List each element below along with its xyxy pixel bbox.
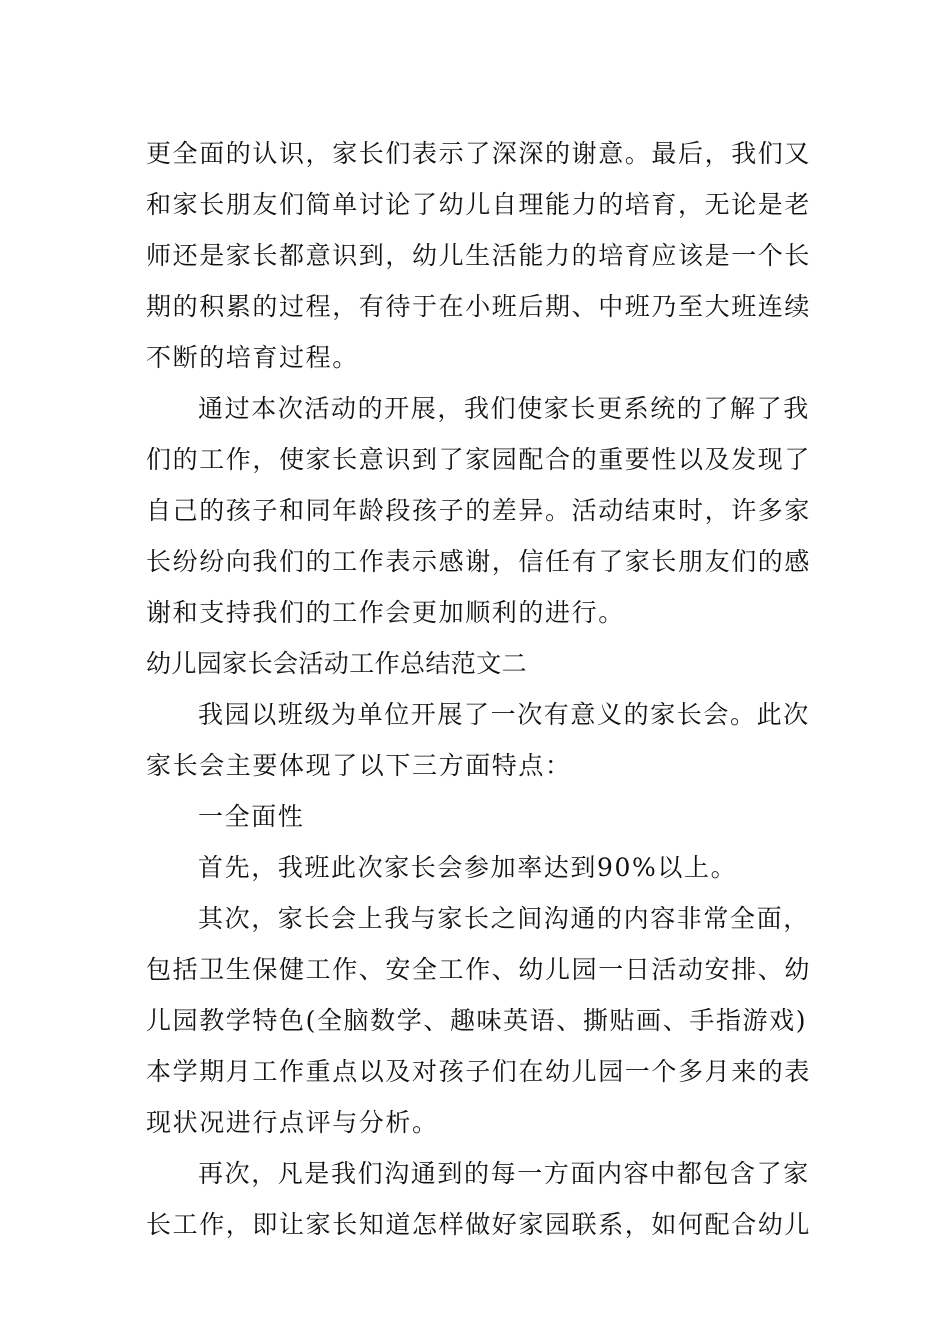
text-line: 和家长朋友们简单讨论了幼儿自理能力的培育，无论是老 <box>146 190 812 219</box>
text-line: 不断的培育过程。 <box>146 343 359 372</box>
paragraph-first-line: 再次，凡是我们沟通到的每一方面内容中都包含了家 <box>198 1159 810 1188</box>
text-line: 现状况进行点评与分析。 <box>146 1108 439 1137</box>
paragraph-first-line: 其次，家长会上我与家长之间沟通的内容非常全面， <box>198 904 810 933</box>
text-line: 期的积累的过程，有待于在小班后期、中班乃至大班连续 <box>146 292 812 321</box>
paragraph-first-line: 首先，我班此次家长会参加率达到90%以上。 <box>198 853 738 882</box>
text-line: 长工作，即让家长知道怎样做好家园联系，如何配合幼儿 <box>146 1210 812 1239</box>
document-body <box>146 128 812 1250</box>
text-line: 长纷纷向我们的工作表示感谢，信任有了家长朋友们的感 <box>146 547 812 576</box>
text-line: 更全面的认识，家长们表示了深深的谢意。最后，我们又 <box>146 139 812 168</box>
text-line: 师还是家长都意识到，幼儿生活能力的培育应该是一个长 <box>146 241 812 270</box>
text-line: 儿园教学特色(全脑数学、趣味英语、撕贴画、手指游戏) <box>146 1006 808 1035</box>
text-line: 们的工作，使家长意识到了家园配合的重要性以及发现了 <box>146 445 812 474</box>
text-line: 谢和支持我们的工作会更加顺利的进行。 <box>146 598 625 627</box>
section-heading: 幼儿园家长会活动工作总结范文二 <box>146 649 528 678</box>
text-line: 家长会主要体现了以下三方面特点： <box>146 751 572 780</box>
text-line: 包括卫生保健工作、安全工作、幼儿园一日活动安排、幼 <box>146 955 812 984</box>
text-line: 本学期月工作重点以及对孩子们在幼儿园一个多月来的表 <box>146 1057 812 1086</box>
paragraph-first-line: 通过本次活动的开展，我们使家长更系统的了解了我 <box>198 394 810 423</box>
text-line: 自己的孩子和同年龄段孩子的差异。活动结束时，许多家 <box>146 496 812 525</box>
subheading: 一全面性 <box>198 802 305 831</box>
paragraph-first-line: 我园以班级为单位开展了一次有意义的家长会。此次 <box>198 700 810 729</box>
